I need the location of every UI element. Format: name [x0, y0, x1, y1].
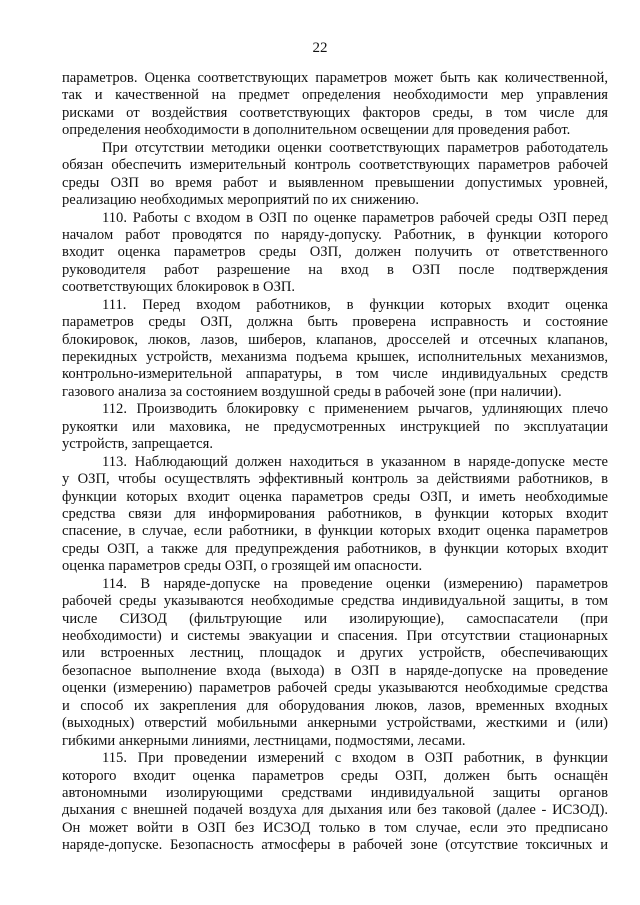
text-line: определения необходимости в дополнительном освещении для проведения работ.: [62, 122, 571, 139]
text-line: параметров среды ОЗП, должна быть проверена исправность и состояние: [62, 314, 608, 331]
text-line: началом работ проводятся по наряду-допуску. Работник, в функции которого: [62, 226, 608, 243]
text-line: рисками от воздействия соответствующих факторов среды, в том числе для: [62, 104, 608, 121]
text-line: у ОЗП, чтобы осуществлять эффективный контроль за действиями работников, в: [62, 471, 608, 488]
text-line: перекидных устройств, механизма подъема крышек, исполнительных механизмов,: [62, 349, 608, 365]
text-line: наряде-допуске. Безопасность атмосферы в рабочей зоне (отсутствие токсичных и: [62, 837, 608, 854]
text-line: (выходных) отверстий мобильными анкерными устройствами, жесткими и (или): [62, 715, 608, 732]
text-line: или встроенных лестниц, площадок и других устройств, обеспечивающих: [62, 645, 608, 662]
text-line: автономными изолирующими средствами индивидуальной защиты органов: [62, 784, 608, 801]
text-line: функции которых входит оценка параметров среды ОЗП, и иметь необходимые: [62, 488, 608, 505]
text-line: газового анализа за состоянием воздушной среды в рабочей зоне (при наличии).: [62, 383, 562, 400]
text-line: При отсутствии методики оценки соответствующих параметров работодатель: [102, 139, 608, 156]
text-line: которого входит оценка параметров среды ОЗП, должен быть оснащён: [62, 767, 608, 784]
text-line: 112. Производить блокировку с применением рычагов, удлиняющих плечо: [102, 401, 608, 418]
text-line: контрольно-измерительной аппаратуры, в том числе индивидуальных средств: [62, 366, 608, 383]
text-line: 114. В наряде-допуске на проведение оценки (измерению) параметров: [102, 575, 608, 592]
text-line: соответствующих блокировок в ОЗП.: [62, 279, 296, 296]
text-line: реализацию необходимых мероприятий по их снижению.: [62, 192, 420, 209]
text-line: среды ОЗП, а также для предупреждения работников, в функции которых входит: [62, 540, 608, 557]
text-line: дыхания с внешней подачей воздуха для дыхания или без таковой (далее - ИСЗОД).: [62, 802, 608, 819]
text-line: устройств, запрещается.: [62, 436, 213, 453]
text-line: блокировок, люков, лазов, шиберов, клапанов, дросселей и отсечных клапанов,: [62, 331, 608, 348]
text-line: Он может войти в ОЗП без ИСЗОД только в том случае, если это предписано: [62, 819, 608, 836]
text-line: средства связи для информирования работников, в функции которых входит: [62, 505, 608, 522]
text-line: входит оценка параметров среды ОЗП, должен получить от ответственного: [62, 244, 608, 261]
text-line: гибкими анкерными линиями, лестницами, подмостями, лесами.: [62, 732, 466, 749]
text-line: необходимости) и системы эвакуации и спасения. При отсутствии стационарных: [62, 628, 608, 644]
text-line: 110. Работы с входом в ОЗП по оценке параметров рабочей среды ОЗП перед: [102, 209, 608, 226]
text-line: числе СИЗОД (фильтрующие или изолирующие), самоспасатели (при: [62, 610, 608, 627]
text-line: и способ их закрепления для оборудования люков, лазов, временных входных: [62, 697, 608, 714]
text-line: спасение, в случае, если работники, в функции которых входит оценка параметров: [62, 523, 608, 540]
body-text: [62, 70, 608, 855]
text-line: безопасное выполнение входа (выхода) в ОЗП в наряде-допуске на проведение: [62, 662, 608, 679]
text-line: руководителя работ разрешение на вход в ОЗП после подтверждения: [62, 261, 608, 278]
text-line: параметров. Оценка соответствующих параметров может быть как количественной,: [62, 70, 608, 86]
text-line: рабочей среды указываются необходимые средства индивидуальной защиты, в том: [62, 593, 608, 610]
text-line: оценки (измерению) параметров рабочей среды указываются необходимые средства: [62, 680, 608, 697]
text-line: так и качественной на предмет определения необходимости мер управления: [62, 87, 608, 104]
text-line: среды ОЗП во время работ и выявленном превышении допустимых уровней,: [62, 174, 608, 191]
text-line: рукоятки или маховика, не предусмотренных инструкцией по эксплуатации: [62, 418, 608, 435]
text-line: 111. Перед входом работников, в функции которых входит оценка: [102, 296, 608, 313]
page-number: 22: [312, 40, 328, 56]
text-line: 113. Наблюдающий должен находиться в указанном в наряде-допуске месте: [102, 453, 608, 470]
text-line: обязан обеспечить измерительный контроль соответствующих параметров рабочей: [62, 157, 608, 174]
text-line: оценка параметров среды ОЗП, о грозящей им опасности.: [62, 558, 423, 575]
text-line: 115. При проведении измерений с входом в ОЗП работник, в функции: [102, 750, 608, 767]
